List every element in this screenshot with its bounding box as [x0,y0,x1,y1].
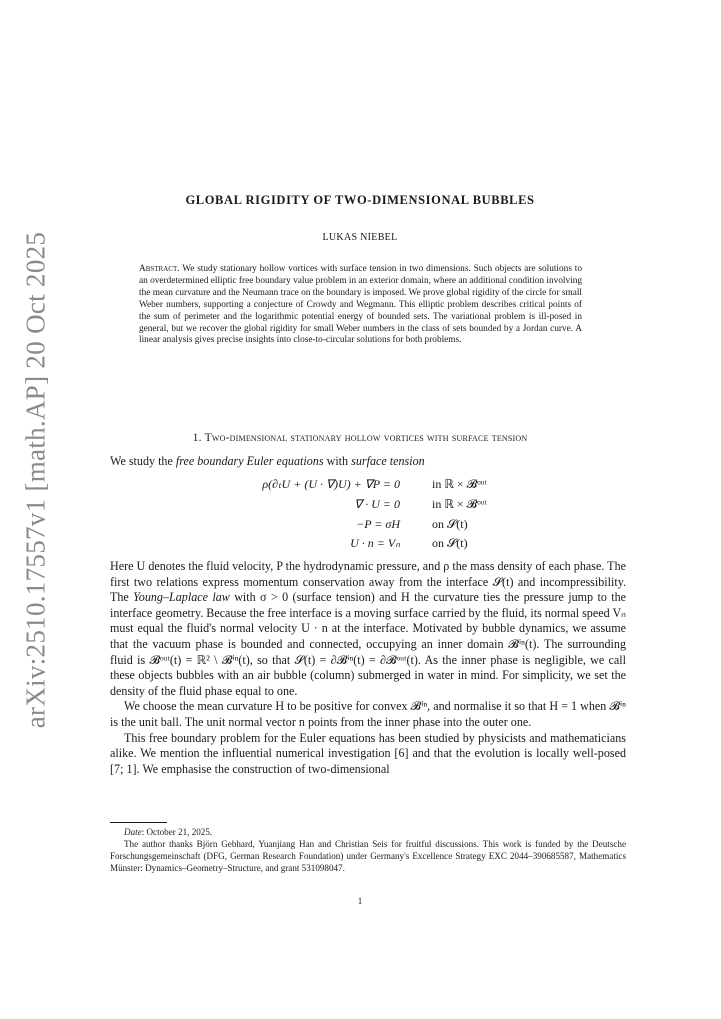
equation-domain: on 𝓢(t) [432,536,468,551]
footnotes [110,827,626,875]
footnote-acknowledgements: The author thanks Björn Gebhard, Yuanjiang Han and Christian Seis for fruitful discussions. This work is funded by the Deutsche Forschungsgemeinschaft (DFG, German Research Foundation) under Germany's Excellence Strategy EXC 2044–390685587, Mathematics Münster: Dynamics–Geometry–Structure, and grant 531098047. [110,838,626,873]
body-text [110,559,626,777]
paragraph: This free boundary problem for the Euler equations has been studied by physicists and mathematicians alike. We mention the influential numerical investigation [6] and that the evolution is locally well-posed [7; 1]. We emphasise the construction of two-dimensional [110,730,626,776]
equation-lhs: ρ(∂ₜU + (U · ∇)U) + ∇P = 0 [262,477,400,492]
paragraph-text: Here U denotes the fluid velocity, P the hydrodynamic pressure, and ρ the mass density of each phase. The first two relations express momentum conservation away from the interface 𝓢(t) and incompressibility. The [110,559,626,605]
equation-domain: on 𝓢(t) [432,516,468,531]
arxiv-identifier-stamp: arXiv:2510.17557v1 [math.AP] 20 Oct 2025 [20,231,51,729]
equation-lhs: −P = σH [356,516,400,531]
lead-sentence [110,454,626,469]
paragraph: We choose the mean curvature H to be positive for convex 𝓑ⁱⁿ, and normalise it so that H = 1 when 𝓑ⁱⁿ is the unit ball. The unit normal vector n points from the inner phase into the outer one. [110,699,626,729]
paragraph-emphasis: Young–Laplace law [133,590,230,605]
page-number: 1 [357,896,363,906]
equation-row [200,495,540,515]
paper-title: GLOBAL RIGIDITY OF TWO-DIMENSIONAL BUBBLES [185,193,535,207]
footnote-date [110,827,626,839]
footnote-divider [110,822,167,823]
equation-row [200,514,540,534]
equation-lhs: U · n = Vₙ [350,536,400,551]
abstract-text: We study stationary hollow vortices with surface tension in two dimensions. Such objects are solutions to an overdetermined elliptic free boundary value problem in an exterior domain, where an additional condition involving the mean curvature and the Neumann trace on the boundary is imposed. We prove global rigidity of the circle for small Weber numbers, supporting a conjecture of Crowdy and Wegmann. This elliptic problem describes critical points of the sum of perimeter and the logarithmic potential energy of bounded sets. The variational problem is ill-posed in general, but we recover the global rigidity for small Weber numbers in the class of sets bounded by a Jordan curve. A linear analysis gives precise insights into close-to-circular solutions for both problems. [139,264,583,346]
abstract [139,264,582,347]
date-value: : October 21, 2025. [141,827,213,837]
equation-row [200,534,540,554]
equation-domain: in ℝ × 𝓑ᵒᵘᵗ [432,497,487,512]
lead-emphasis-tension: surface tension [351,454,425,468]
lead-middle: with [323,454,352,468]
section-heading: 1. Two-dimensional stationary hollow vortices with surface tension [192,431,528,444]
equation-row [200,475,540,495]
equation-domain: in ℝ × 𝓑ᵒᵘᵗ [432,477,487,492]
date-label: Date [124,827,142,837]
paragraph-text: with σ > 0 (surface tension) and H the curvature ties the pressure jump to the interface geometry. Because the free interface is a moving surface carried by the fluid, its normal speed Vₙ must equal the fluid's normal velocity U · n at the interface. Motivated by bubble dynamics, we assume that the vacuum phase is bounded and connected, occupying an inner domain 𝓑ⁱⁿ(t). The surrounding fluid is 𝓑ᵒᵘᵗ(t) = ℝ² \ 𝓑ⁱⁿ(t), so that 𝓢(t) = ∂𝓑ⁱⁿ(t) = ∂𝓑ᵒᵘᵗ(t). As the inner phase is negligible, we call these objects bubbles with an air bubble (column) submerged in water in mind. For simplicity, we set the density of the fluid phase equal to one. [110,590,626,698]
author-name: LUKAS NIEBEL [322,232,398,243]
equation-system [200,475,540,554]
abstract-label: Abstract. [139,264,180,274]
paragraph [110,559,626,699]
equation-lhs: ∇ · U = 0 [354,497,400,512]
lead-prefix: We study the [110,454,176,468]
lead-emphasis-euler: free boundary Euler equations [175,454,324,468]
